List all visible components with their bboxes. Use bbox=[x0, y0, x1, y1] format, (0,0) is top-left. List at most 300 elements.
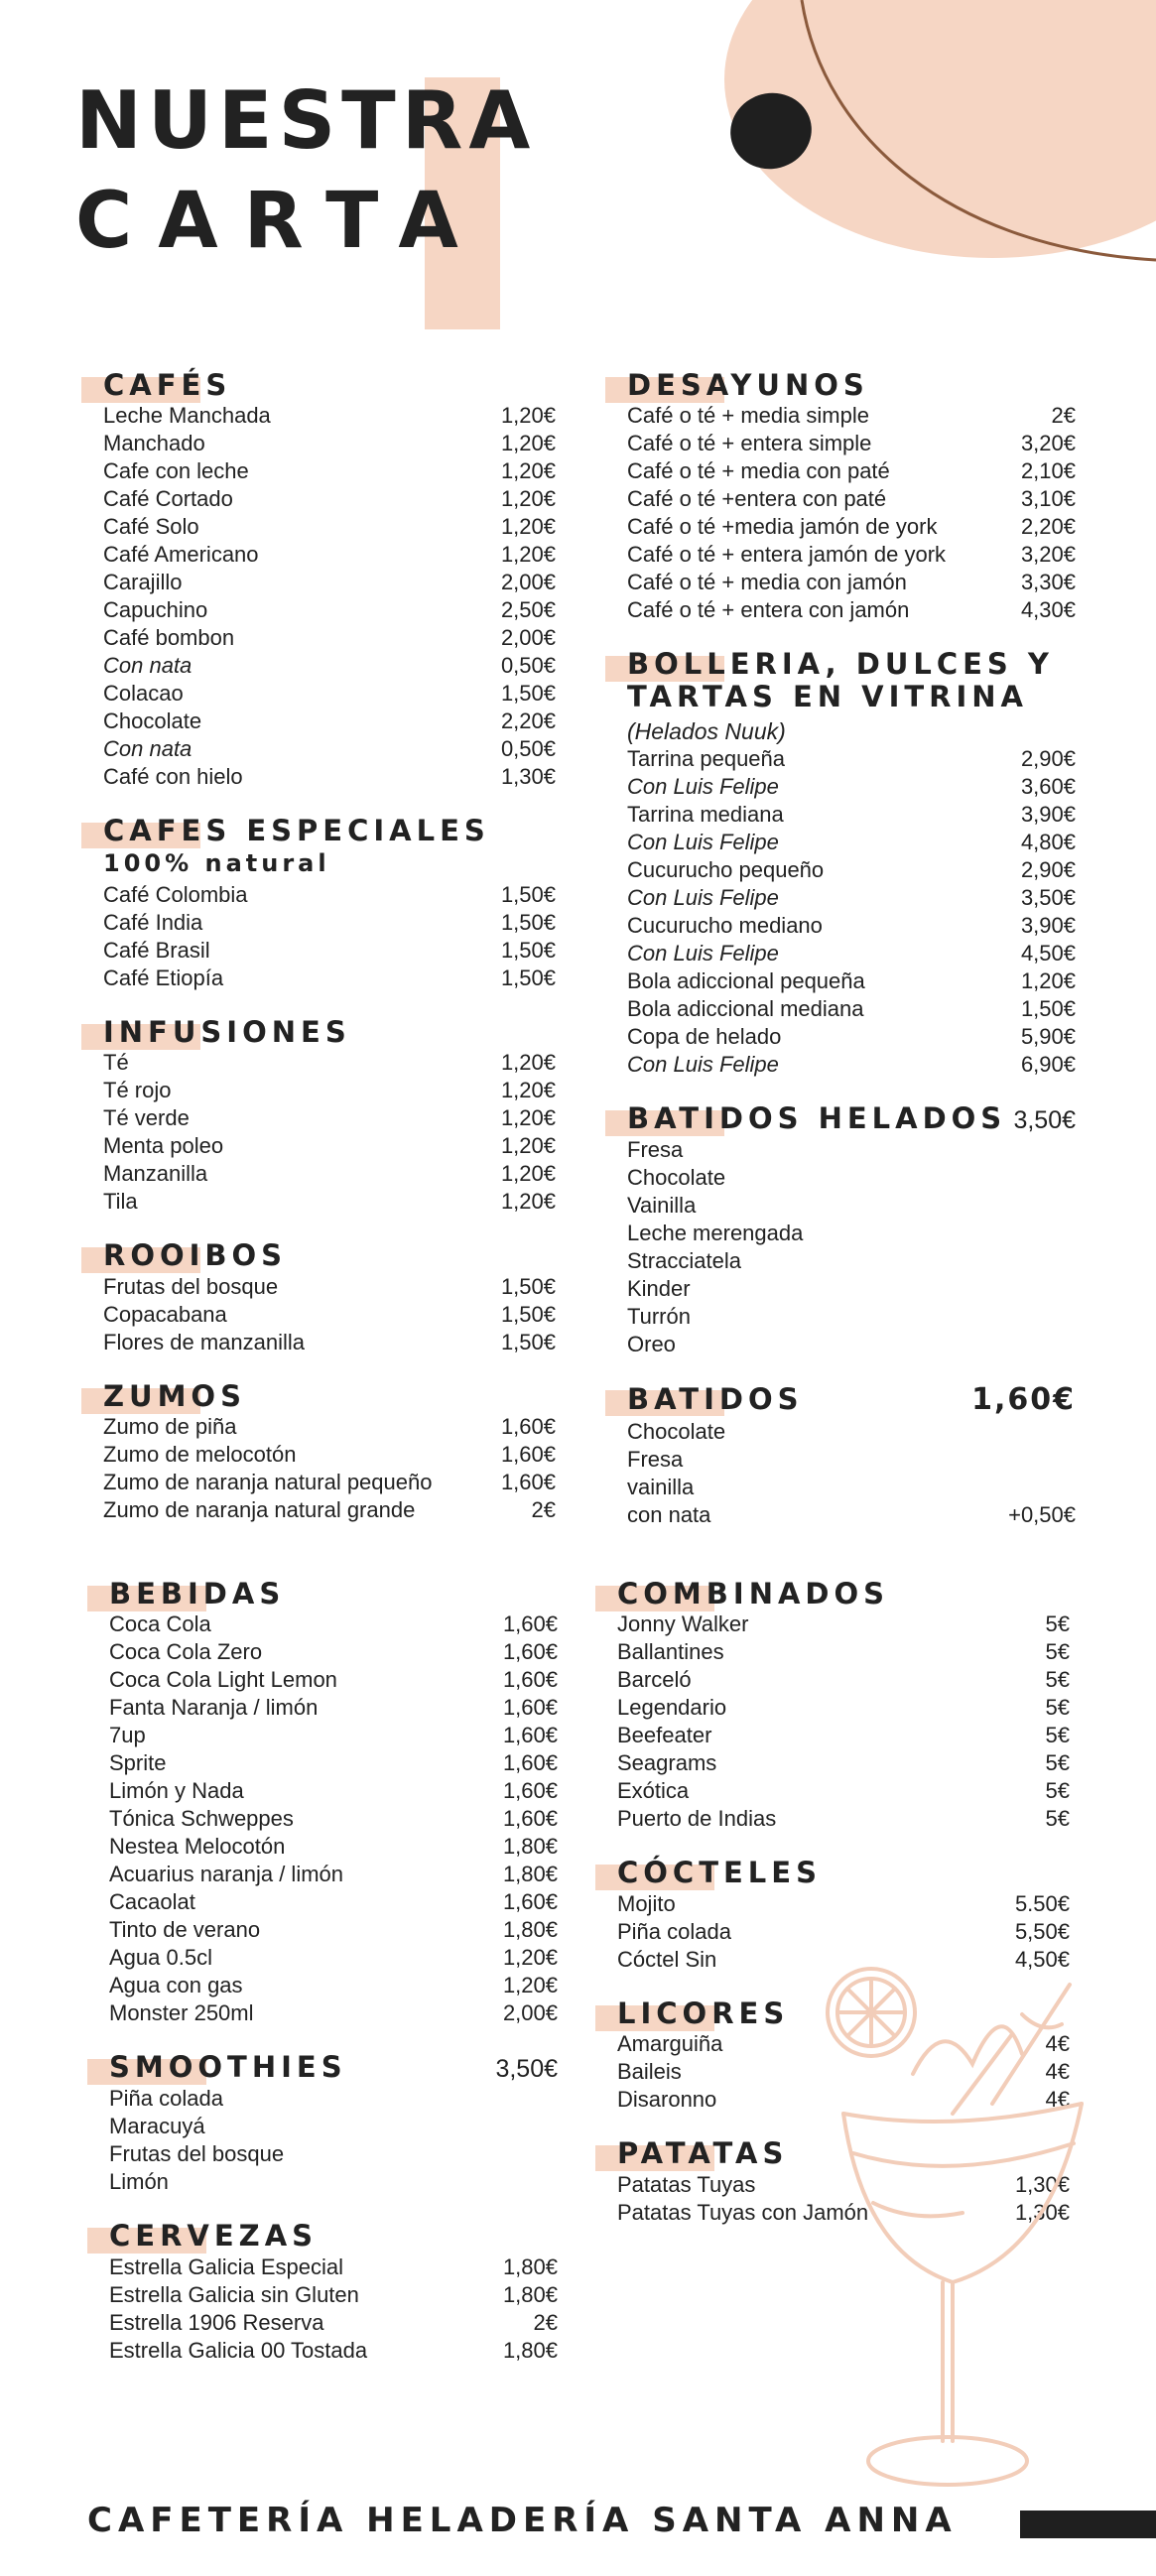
menu-item-name: Cucurucho mediano bbox=[627, 913, 823, 939]
menu-item-name: Coca Cola Light Lemon bbox=[109, 1667, 337, 1693]
menu-section bbox=[103, 369, 556, 791]
menu-item-name: Con Luis Felipe bbox=[627, 1052, 779, 1078]
menu-item bbox=[103, 457, 556, 485]
menu-item-name: Con Luis Felipe bbox=[627, 774, 779, 800]
menu-item-name: Bola adiccional pequeña bbox=[627, 968, 865, 994]
menu-item-price: 0,50€ bbox=[500, 736, 556, 762]
section-subtitle: 100% natural bbox=[103, 848, 330, 877]
menu-item bbox=[627, 1446, 1076, 1474]
menu-item-name: Oreo bbox=[627, 1332, 676, 1357]
menu-item bbox=[109, 1861, 558, 1888]
menu-item bbox=[109, 1722, 558, 1749]
menu-item bbox=[627, 1501, 1076, 1529]
menu-item-name: Tónica Schweppes bbox=[109, 1806, 294, 1832]
menu-item bbox=[103, 1329, 556, 1356]
menu-item bbox=[627, 1247, 1076, 1275]
menu-item bbox=[103, 735, 556, 763]
menu-item-name: Chocolate bbox=[627, 1419, 726, 1445]
menu-item-name: Cacaolat bbox=[109, 1889, 195, 1915]
menu-item bbox=[627, 745, 1076, 773]
menu-item-name: Cucurucho pequeño bbox=[627, 857, 825, 883]
menu-item-price: 3,90€ bbox=[1020, 802, 1076, 828]
section-title: CÓCTELES bbox=[617, 1856, 822, 1890]
menu-item bbox=[627, 513, 1076, 541]
menu-item bbox=[627, 1192, 1076, 1220]
menu-item bbox=[617, 1777, 1070, 1805]
menu-column-left-lower bbox=[109, 1578, 558, 2388]
menu-item-price: 2,90€ bbox=[1020, 857, 1076, 883]
menu-item-name: Café India bbox=[103, 909, 203, 935]
menu-item-name: Estrella Galicia sin Gluten bbox=[109, 2281, 359, 2307]
menu-item bbox=[627, 569, 1076, 596]
menu-item-price: 3,90€ bbox=[1020, 913, 1076, 939]
menu-item bbox=[103, 1469, 556, 1496]
menu-item bbox=[627, 1331, 1076, 1358]
menu-item-name: Café bombon bbox=[103, 625, 235, 651]
menu-item-name: Zumo de naranja natural pequeño bbox=[103, 1470, 433, 1495]
menu-item-name: Amarguiña bbox=[617, 2031, 723, 2057]
menu-item bbox=[617, 1722, 1070, 1749]
menu-item-price: 5€ bbox=[1045, 1806, 1070, 1832]
menu-section bbox=[109, 2051, 558, 2196]
menu-item-name: Cóctel Sin bbox=[617, 1946, 717, 1972]
menu-item-name: Exótica bbox=[617, 1778, 690, 1804]
section-header bbox=[103, 369, 556, 401]
menu-item-price: 3,20€ bbox=[1020, 431, 1076, 456]
menu-item-price: 1,60€ bbox=[500, 1470, 556, 1495]
menu-item-name: Legendario bbox=[617, 1695, 727, 1721]
menu-item bbox=[103, 430, 556, 457]
menu-column-right bbox=[627, 369, 1076, 1553]
menu-item-price: 1,50€ bbox=[500, 937, 556, 963]
menu-item-name: Zumo de piña bbox=[103, 1414, 237, 1440]
menu-item-name: Zumo de naranja natural grande bbox=[103, 1497, 416, 1523]
menu-item-price: 1,20€ bbox=[500, 486, 556, 512]
menu-item-name: Té rojo bbox=[103, 1078, 172, 1103]
menu-item bbox=[103, 485, 556, 513]
menu-item bbox=[103, 1104, 556, 1132]
menu-item-name: Con nata bbox=[103, 736, 193, 762]
menu-item-name: Turrón bbox=[627, 1304, 691, 1330]
section-header bbox=[103, 1016, 556, 1048]
menu-item-name: Café o té + media con jamón bbox=[627, 570, 907, 595]
menu-item bbox=[109, 1777, 558, 1805]
menu-item-price: 1,20€ bbox=[500, 1189, 556, 1215]
section-title: ZUMOS bbox=[103, 1378, 246, 1413]
menu-item-price: 5.50€ bbox=[1014, 1890, 1070, 1916]
section-header bbox=[103, 815, 556, 846]
menu-item bbox=[109, 1916, 558, 1944]
menu-item-price: 1,20€ bbox=[502, 1973, 558, 1998]
menu-item-price: 1,30€ bbox=[1014, 2171, 1070, 2197]
menu-item-price: 0,50€ bbox=[500, 653, 556, 679]
menu-item bbox=[103, 763, 556, 791]
menu-item-price: 2,20€ bbox=[1020, 514, 1076, 540]
menu-section bbox=[109, 2220, 558, 2364]
menu-item-price: 2€ bbox=[533, 2309, 558, 2335]
menu-item-price: 2€ bbox=[531, 1497, 556, 1523]
menu-item-name: Café o té +media jamón de york bbox=[627, 514, 938, 540]
menu-item-name: Estrella Galicia 00 Tostada bbox=[109, 2337, 368, 2363]
menu-item-price: 6,90€ bbox=[1020, 1052, 1076, 1078]
menu-item-price: 2€ bbox=[1051, 403, 1076, 429]
menu-item-name: Café Americano bbox=[103, 542, 259, 568]
menu-item bbox=[109, 2309, 558, 2337]
menu-item bbox=[627, 1220, 1076, 1247]
menu-item bbox=[103, 569, 556, 596]
menu-item-price: 1,20€ bbox=[500, 458, 556, 484]
menu-item-price: 4,50€ bbox=[1020, 941, 1076, 966]
section-header bbox=[627, 369, 1076, 401]
menu-item-price: 2,00€ bbox=[500, 625, 556, 651]
menu-item bbox=[103, 909, 556, 937]
menu-item-name: Seagrams bbox=[617, 1750, 717, 1776]
menu-item-name: Café con hielo bbox=[103, 764, 243, 790]
menu-item-price: 1,20€ bbox=[502, 1945, 558, 1971]
menu-item-name: Café Etiopía bbox=[103, 965, 224, 990]
section-header bbox=[109, 2220, 558, 2252]
menu-item-name: Café Solo bbox=[103, 514, 199, 540]
menu-item bbox=[109, 2168, 558, 2196]
menu-item-name: Agua 0.5cl bbox=[109, 1945, 212, 1971]
section-price: 3,50€ bbox=[1013, 1106, 1076, 1135]
menu-item bbox=[617, 1694, 1070, 1722]
menu-item-price: 1,60€ bbox=[500, 1442, 556, 1468]
menu-section bbox=[109, 1578, 558, 2027]
menu-item-price: 1,30€ bbox=[1014, 2199, 1070, 2225]
menu-item-price: 1,80€ bbox=[502, 2281, 558, 2307]
menu-item-name: Té bbox=[103, 1050, 129, 1076]
menu-section bbox=[627, 369, 1076, 624]
menu-item bbox=[627, 940, 1076, 967]
menu-item-name: Tila bbox=[103, 1189, 138, 1215]
menu-item-price: 4,50€ bbox=[1014, 1946, 1070, 1972]
menu-item-price: 3,20€ bbox=[1020, 542, 1076, 568]
menu-section bbox=[103, 1380, 556, 1524]
section-title: INFUSIONES bbox=[103, 1014, 351, 1049]
menu-item-name: Acuarius naranja / limón bbox=[109, 1862, 344, 1887]
menu-item-price: 1,50€ bbox=[500, 881, 556, 907]
section-title: CAFES ESPECIALES bbox=[103, 814, 490, 848]
menu-item-price: 1,80€ bbox=[502, 1862, 558, 1887]
menu-item-name: Café o té + entera jamón de york bbox=[627, 542, 947, 568]
menu-section bbox=[627, 648, 1076, 1079]
menu-item-price: 1,50€ bbox=[500, 1301, 556, 1327]
menu-item bbox=[103, 937, 556, 965]
menu-item-name: Patatas Tuyas bbox=[617, 2171, 756, 2197]
menu-item-name: Frutas del bosque bbox=[103, 1273, 279, 1299]
menu-item bbox=[103, 652, 556, 680]
section-title: ROOIBOS bbox=[103, 1238, 288, 1273]
menu-item bbox=[627, 884, 1076, 912]
section-title: BEBIDAS bbox=[109, 1577, 286, 1610]
menu-item-price: 4€ bbox=[1045, 2087, 1070, 2113]
menu-item bbox=[103, 1413, 556, 1441]
menu-item-price: 3,10€ bbox=[1020, 486, 1076, 512]
menu-item bbox=[627, 1164, 1076, 1192]
menu-item-name: Kinder bbox=[627, 1276, 691, 1302]
menu-item-name: Café Brasil bbox=[103, 937, 210, 963]
menu-item bbox=[627, 967, 1076, 995]
menu-item-price: 2,50€ bbox=[500, 597, 556, 623]
menu-item bbox=[627, 1023, 1076, 1051]
menu-item bbox=[109, 1610, 558, 1638]
menu-item bbox=[627, 829, 1076, 856]
menu-item-name: Piña colada bbox=[617, 1918, 731, 1944]
menu-item bbox=[617, 1638, 1070, 1666]
footer-title: CAFETERÍA HELADERÍA SANTA ANNA bbox=[87, 2501, 958, 2540]
menu-item-name: Maracuyá bbox=[109, 2114, 205, 2139]
menu-item bbox=[627, 1275, 1076, 1303]
menu-item bbox=[103, 1496, 556, 1524]
menu-item-name: Barceló bbox=[617, 1667, 692, 1693]
menu-item-name: Bola adiccional mediana bbox=[627, 996, 864, 1022]
menu-item-name: Café o té + media con paté bbox=[627, 458, 890, 484]
menu-item-price: 5€ bbox=[1045, 1667, 1070, 1693]
menu-item bbox=[617, 1666, 1070, 1694]
menu-item-name: Café o té + media simple bbox=[627, 403, 869, 429]
menu-item-price: 5€ bbox=[1045, 1778, 1070, 1804]
menu-item bbox=[109, 2281, 558, 2309]
section-header bbox=[627, 1102, 1076, 1135]
menu-item-price: 1,20€ bbox=[500, 1133, 556, 1159]
section-header bbox=[627, 1382, 1076, 1417]
menu-item-name: Con Luis Felipe bbox=[627, 941, 779, 966]
menu-item-price: 4,80€ bbox=[1020, 830, 1076, 855]
section-header bbox=[103, 1380, 556, 1412]
menu-item-price: 3,50€ bbox=[1020, 885, 1076, 911]
menu-item bbox=[627, 457, 1076, 485]
menu-item-price: 2,10€ bbox=[1020, 458, 1076, 484]
section-note: (Helados Nuuk) bbox=[627, 718, 786, 745]
menu-item bbox=[109, 2254, 558, 2281]
menu-item bbox=[109, 1944, 558, 1972]
menu-item-price: 1,20€ bbox=[500, 542, 556, 568]
menu-item bbox=[103, 1132, 556, 1160]
menu-item-name: Café Cortado bbox=[103, 486, 233, 512]
menu-item-price: 3,60€ bbox=[1020, 774, 1076, 800]
menu-item-name: Limón bbox=[109, 2169, 169, 2195]
menu-item-price: 1,20€ bbox=[500, 1161, 556, 1187]
menu-item bbox=[627, 1418, 1076, 1446]
section-title: DESAYUNOS bbox=[627, 368, 869, 402]
menu-item-price: 2,00€ bbox=[500, 570, 556, 595]
menu-item bbox=[617, 1749, 1070, 1777]
menu-item-name: vainilla bbox=[627, 1475, 695, 1500]
menu-item-price: 1,60€ bbox=[502, 1639, 558, 1665]
menu-item bbox=[103, 402, 556, 430]
menu-item-name: Estrella 1906 Reserva bbox=[109, 2309, 324, 2335]
menu-item-price: 4,30€ bbox=[1020, 597, 1076, 623]
menu-item bbox=[627, 402, 1076, 430]
menu-item-price: 1,20€ bbox=[500, 1078, 556, 1103]
menu-item-price: 1,20€ bbox=[500, 1050, 556, 1076]
menu-item bbox=[103, 1441, 556, 1469]
menu-item-name: Puerto de Indias bbox=[617, 1806, 777, 1832]
menu-item bbox=[109, 1694, 558, 1722]
menu-item-price: 5€ bbox=[1045, 1695, 1070, 1721]
menu-item-price: 1,20€ bbox=[500, 514, 556, 540]
menu-item bbox=[103, 1160, 556, 1188]
menu-item bbox=[627, 801, 1076, 829]
menu-item-name: Tinto de verano bbox=[109, 1917, 261, 1943]
menu-item-price: 5€ bbox=[1045, 1639, 1070, 1665]
section-title: LICORES bbox=[617, 1996, 790, 2030]
menu-item-name: Café o té +entera con paté bbox=[627, 486, 887, 512]
menu-item-name: Fresa bbox=[627, 1137, 684, 1163]
menu-item bbox=[109, 2085, 558, 2113]
menu-item-name: Zumo de melocotón bbox=[103, 1442, 297, 1468]
menu-item-name: Copa de helado bbox=[627, 1024, 782, 1050]
menu-item bbox=[103, 513, 556, 541]
menu-item bbox=[627, 773, 1076, 801]
menu-item-name: Estrella Galicia Especial bbox=[109, 2254, 343, 2279]
section-header bbox=[617, 1857, 1070, 1888]
menu-item-name: Té verde bbox=[103, 1105, 190, 1131]
menu-item-name: Carajillo bbox=[103, 570, 183, 595]
menu-item-price: 1,20€ bbox=[1020, 968, 1076, 994]
menu-item-price: 1,80€ bbox=[502, 1917, 558, 1943]
section-title: BATIDOS HELADOS bbox=[627, 1101, 1007, 1136]
menu-item bbox=[627, 1136, 1076, 1164]
menu-item bbox=[627, 912, 1076, 940]
menu-section bbox=[103, 815, 556, 991]
menu-item-name: Flores de manzanilla bbox=[103, 1329, 305, 1354]
menu-item bbox=[627, 1303, 1076, 1331]
menu-item bbox=[627, 1051, 1076, 1079]
menu-item bbox=[103, 1301, 556, 1329]
menu-item bbox=[617, 1805, 1070, 1833]
menu-item-price: 1,50€ bbox=[500, 1273, 556, 1299]
menu-item-price: 2,20€ bbox=[500, 708, 556, 734]
menu-item-price: 1,60€ bbox=[502, 1778, 558, 1804]
menu-item-name: Tarrina pequeña bbox=[627, 746, 786, 772]
menu-item-price: 5,90€ bbox=[1020, 1024, 1076, 1050]
section-title: BATIDOS bbox=[627, 1382, 804, 1417]
menu-item-price: 1,80€ bbox=[502, 2337, 558, 2363]
menu-item-name: Chocolate bbox=[627, 1165, 726, 1191]
menu-item-name: Fresa bbox=[627, 1447, 684, 1473]
menu-item-price: 1,60€ bbox=[502, 1806, 558, 1832]
menu-item-price: +0,50€ bbox=[1008, 1502, 1076, 1528]
menu-item-price: 5€ bbox=[1045, 1723, 1070, 1748]
menu-item-name: Colacao bbox=[103, 681, 184, 707]
menu-item-name: Tarrina mediana bbox=[627, 802, 784, 828]
menu-item-name: Monster 250ml bbox=[109, 2000, 254, 2026]
menu-item-name: Café o té + entera con jamón bbox=[627, 597, 910, 623]
menu-item-name: Frutas del bosque bbox=[109, 2141, 285, 2167]
menu-item-name: Leche Manchada bbox=[103, 403, 271, 429]
menu-item-price: 2,00€ bbox=[502, 2000, 558, 2026]
menu-item bbox=[103, 680, 556, 708]
menu-item-price: 1,50€ bbox=[500, 909, 556, 935]
menu-item bbox=[103, 1273, 556, 1301]
menu-item-name: Stracciatela bbox=[627, 1248, 741, 1274]
menu-item-price: 1,80€ bbox=[502, 1834, 558, 1860]
menu-item-price: 1,60€ bbox=[500, 1414, 556, 1440]
menu-item bbox=[109, 1888, 558, 1916]
section-title: BOLLERIA, DULCES Y TARTAS EN VITRINA bbox=[627, 647, 1054, 713]
section-header bbox=[617, 1578, 1070, 1610]
menu-item-price: 1,60€ bbox=[502, 1695, 558, 1721]
menu-item bbox=[109, 1666, 558, 1694]
section-price: 3,50€ bbox=[495, 2055, 558, 2084]
menu-item bbox=[627, 485, 1076, 513]
menu-section bbox=[627, 1382, 1076, 1529]
menu-item-price: 1,50€ bbox=[500, 681, 556, 707]
menu-item bbox=[627, 995, 1076, 1023]
section-header bbox=[109, 2051, 558, 2084]
menu-item bbox=[103, 624, 556, 652]
menu-item-name: Beefeater bbox=[617, 1723, 712, 1748]
menu-item-name: Disaronno bbox=[617, 2087, 717, 2113]
menu-item-name: Coca Cola bbox=[109, 1611, 211, 1637]
menu-item-price: 1,20€ bbox=[500, 1105, 556, 1131]
menu-item bbox=[617, 1890, 1070, 1918]
menu-item bbox=[627, 596, 1076, 624]
menu-item bbox=[627, 856, 1076, 884]
menu-item bbox=[103, 1077, 556, 1104]
menu-item-name: Capuchino bbox=[103, 597, 208, 623]
menu-item bbox=[627, 1474, 1076, 1501]
menu-item-price: 4€ bbox=[1045, 2031, 1070, 2057]
menu-item-name: Piña colada bbox=[109, 2086, 223, 2112]
section-title: COMBINADOS bbox=[617, 1577, 890, 1610]
menu-item bbox=[627, 541, 1076, 569]
menu-item-name: Limón y Nada bbox=[109, 1778, 244, 1804]
menu-section bbox=[103, 1239, 556, 1355]
menu-item bbox=[109, 1638, 558, 1666]
section-title: CERVEZAS bbox=[109, 2219, 319, 2254]
menu-item bbox=[109, 1972, 558, 1999]
menu-item bbox=[617, 1918, 1070, 1946]
menu-item bbox=[103, 965, 556, 992]
menu-item-price: 1,20€ bbox=[500, 431, 556, 456]
menu-item-price: 1,20€ bbox=[500, 403, 556, 429]
menu-item-price: 1,30€ bbox=[500, 764, 556, 790]
menu-item bbox=[103, 708, 556, 735]
menu-column-left bbox=[103, 369, 556, 1548]
section-title: PATATAS bbox=[617, 2136, 789, 2171]
menu-item-name: Coca Cola Zero bbox=[109, 1639, 263, 1665]
menu-item-name: Nestea Melocotón bbox=[109, 1834, 286, 1860]
menu-item-name: Patatas Tuyas con Jamón bbox=[617, 2199, 869, 2225]
menu-item bbox=[109, 1833, 558, 1861]
menu-item-name: Jonny Walker bbox=[617, 1611, 749, 1637]
menu-item-name: Fanta Naranja / limón bbox=[109, 1695, 319, 1721]
menu-item bbox=[617, 1610, 1070, 1638]
menu-item-price: 1,60€ bbox=[502, 1723, 558, 1748]
menu-item bbox=[103, 596, 556, 624]
menu-item-price: 1,60€ bbox=[502, 1667, 558, 1693]
section-price: 1,60€ bbox=[971, 1382, 1076, 1418]
menu-item-price: 5€ bbox=[1045, 1750, 1070, 1776]
menu-item-name: Con Luis Felipe bbox=[627, 830, 779, 855]
menu-item bbox=[109, 2140, 558, 2168]
page-title-line-1: NUESTRA bbox=[75, 74, 537, 167]
menu-item-price: 3,30€ bbox=[1020, 570, 1076, 595]
menu-item-price: 1,50€ bbox=[1020, 996, 1076, 1022]
section-header bbox=[103, 1239, 556, 1271]
menu-section bbox=[103, 1016, 556, 1216]
menu-item-name: Con Luis Felipe bbox=[627, 885, 779, 911]
menu-item-price: 4€ bbox=[1045, 2059, 1070, 2085]
menu-item-price: 1,60€ bbox=[502, 1611, 558, 1637]
menu-item bbox=[103, 1049, 556, 1077]
menu-item-price: 5,50€ bbox=[1014, 1918, 1070, 1944]
menu-item-name: Con nata bbox=[103, 653, 193, 679]
menu-item bbox=[109, 1805, 558, 1833]
